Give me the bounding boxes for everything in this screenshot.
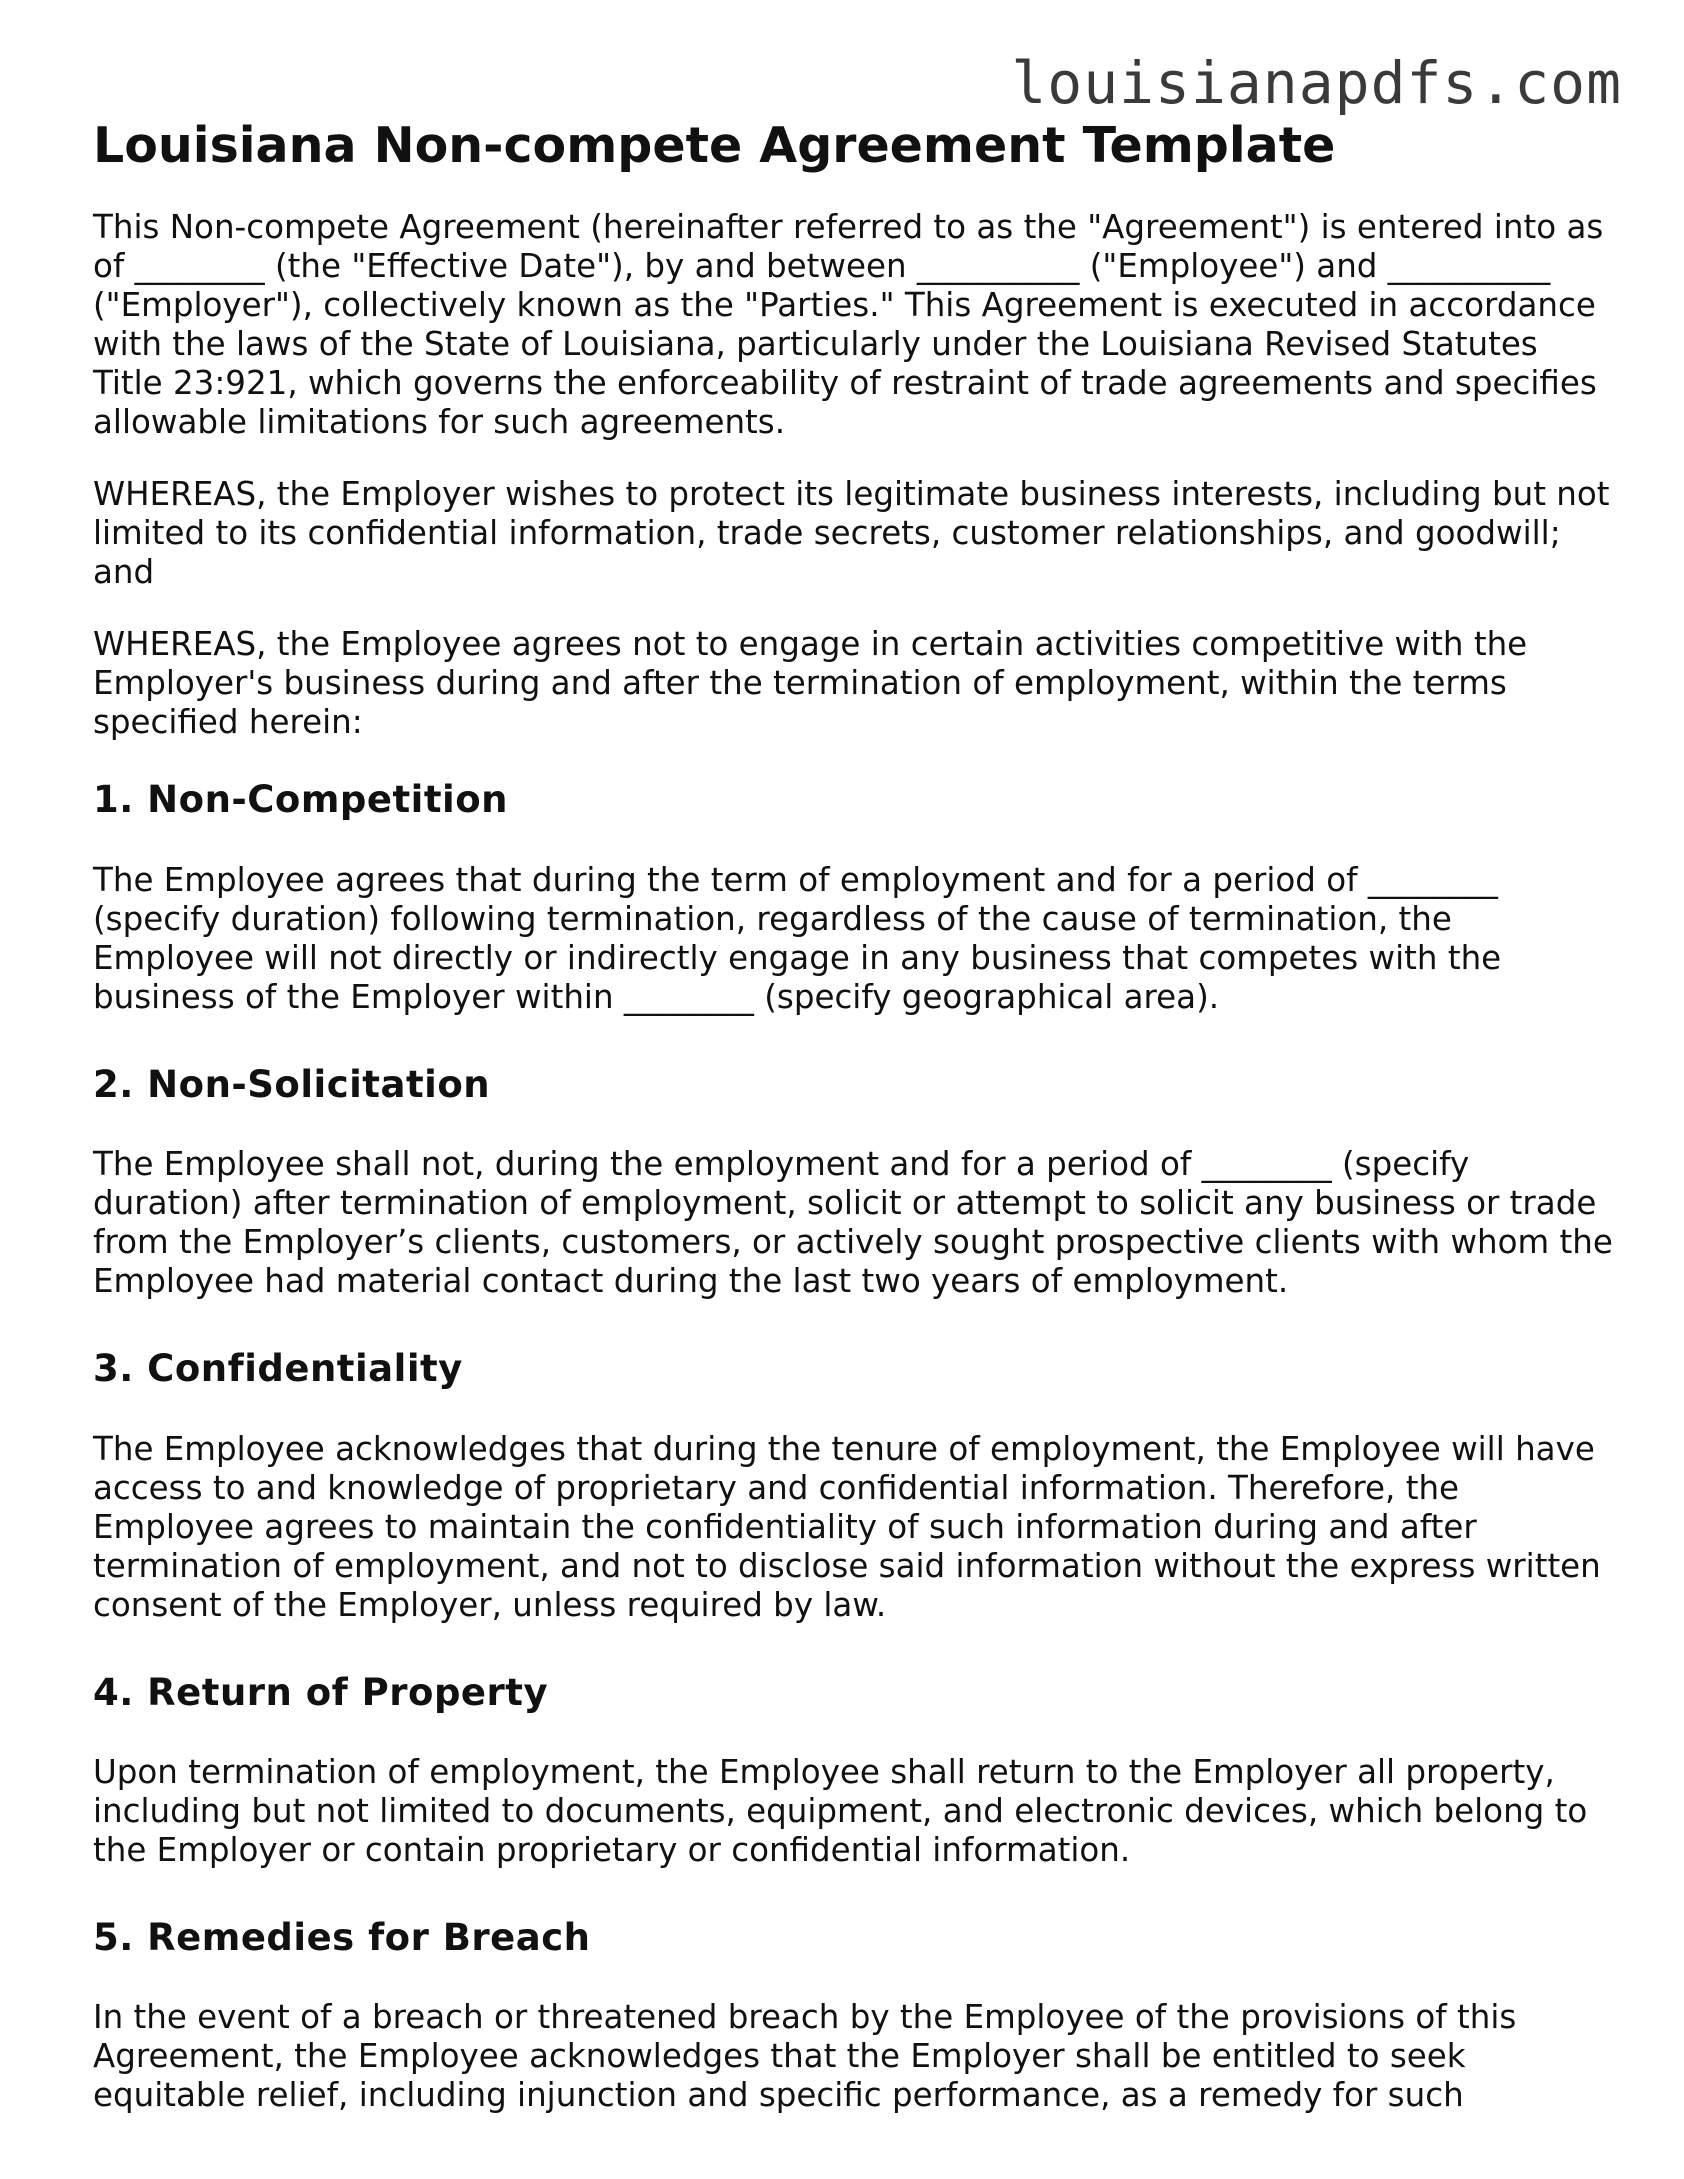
section-heading-non-competition: 1. Non-Competition — [93, 778, 508, 822]
section-body-non-competition: The Employee agrees that during the term of employment and for a period of ________ (specify duration) following termination, regardless of the cause of termination, the Employee will not directly or indirectly engage in any business that competes with the business of the Employer within ________ (specify geographical area). — [93, 860, 1502, 1016]
section-heading-confidentiality: 3. Confidentiality — [93, 1347, 463, 1391]
section-heading-return-of-property: 4. Return of Property — [93, 1670, 549, 1714]
section-body-remedies-for-breach: In the event of a breach or threatened breach by the Employee of the provisions of this Agreement, the Employee acknowledges that the Employer shall be entitled to seek equitable relief, including injunction and specific performance, as a remedy for such — [93, 1998, 1517, 2115]
document-page — [93, 118, 1613, 2148]
section-body-non-solicitation: The Employee shall not, during the employment and for a period of ________ (specify duration) after termination of employment, solicit or attempt to solicit any business or trade from the Employer’s clients, customers, or actively sought prospective clients with whom the Employee had material contact during the last two years of employment. — [93, 1145, 1613, 1301]
section-body-return-of-property: Upon termination of employment, the Employee shall return to the Employer all property, including but not limited to documents, equipment, and electronic devices, which belong to the Employer or contain proprietary or confidential information. — [93, 1752, 1588, 1869]
section-heading-remedies-for-breach: 5. Remedies for Breach — [93, 1915, 591, 1959]
whereas-paragraph-2: WHEREAS, the Employee agrees not to engage in certain activities competitive with the Employer's business during and after the termination of employment, within the terms specified herein: — [93, 625, 1528, 742]
whereas-paragraph-1: WHEREAS, the Employer wishes to protect its legitimate business interests, including but not limited to its confidential information, trade secrets, customer relationships, and goodwill; and — [93, 475, 1610, 592]
section-body-confidentiality: The Employee acknowledges that during the tenure of employment, the Employee will have access to and knowledge of proprietary and confidential information. Therefore, the Employee agrees to maintain the confidentiality of such information during and after termination of employment, and not to disclose said information without the express written consent of the Employer, unless required by law. — [93, 1429, 1601, 1624]
section-heading-non-solicitation: 2. Non-Solicitation — [93, 1062, 491, 1106]
document-title: Louisiana Non-compete Agreement Template — [93, 117, 1336, 174]
intro-paragraph: This Non-compete Agreement (hereinafter referred to as the "Agreement") is entered into as of ________ (the "Effective Date"), by and between __________ ("Employee") and __________ ("Employer"), collectively known as the "Parties." This Agreement is executed in accordance with the laws of the State of Louisiana, particularly under the Louisiana Revised Statutes Title 23:921, which governs the enforceability of restraint of trade agreements and specifies allowable limitations for such agreements. — [93, 208, 1604, 442]
site-watermark: louisianapdfs.com — [1011, 49, 1622, 117]
